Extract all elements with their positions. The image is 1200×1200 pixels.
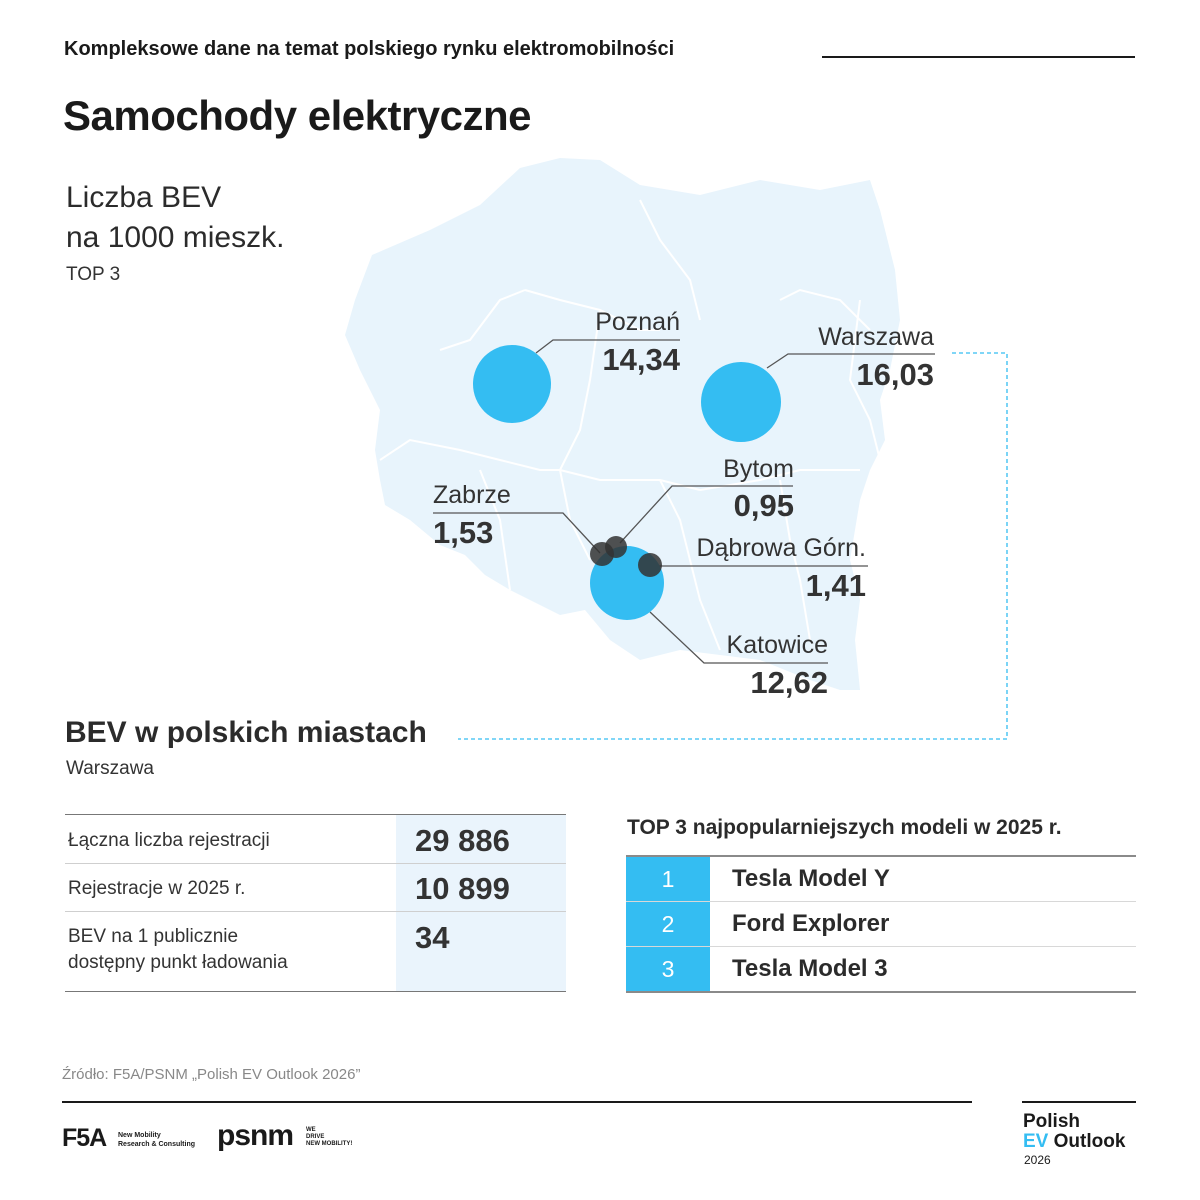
source-note: Źródło: F5A/PSNM „Polish EV Outlook 2026” xyxy=(62,1066,361,1083)
f5a-logo: F5A xyxy=(62,1124,107,1152)
models-title: TOP 3 najpopularniejszych modeli w 2025 r. xyxy=(627,816,1062,839)
model-row xyxy=(626,857,1136,902)
footer-rule xyxy=(62,1101,972,1103)
city-dot-poznan xyxy=(473,345,551,423)
model-rank: 1 xyxy=(626,857,710,901)
city-dot-bytom xyxy=(605,536,627,558)
city-value-dabrowa: 1,41 xyxy=(805,568,866,603)
page-title: Samochody elektryczne xyxy=(63,92,532,139)
stats-label-line1: BEV na 1 publicznie xyxy=(68,926,239,947)
model-name: Ford Explorer xyxy=(732,910,890,937)
bev-section-subtitle: Warszawa xyxy=(66,758,154,779)
psnm-logo: psnm xyxy=(217,1119,294,1152)
model-row xyxy=(626,947,1136,991)
header-title: Kompleksowe dane na temat polskiego rynku elektromobilności xyxy=(64,38,675,60)
stats-label-line2: dostępny punkt ładowania xyxy=(68,952,288,973)
model-rank: 3 xyxy=(626,947,710,991)
models-table xyxy=(626,855,1136,993)
pevo-logo-line2 xyxy=(1023,1131,1125,1153)
model-name: Tesla Model 3 xyxy=(732,955,888,982)
psnm-tagline-line3: NEW MOBILITY! xyxy=(306,1141,353,1147)
stats-value: 10 899 xyxy=(415,871,510,906)
city-value-poznan: 14,34 xyxy=(602,342,680,377)
map-title-line2: na 1000 mieszk. xyxy=(66,221,285,254)
stats-value: 29 886 xyxy=(415,823,510,858)
psnm-tagline-line1: WE xyxy=(306,1127,316,1133)
stats-label xyxy=(68,924,288,976)
city-value-katowice: 12,62 xyxy=(750,665,828,700)
city-name-katowice: Katowice xyxy=(726,631,828,659)
f5a-tagline-line2: Research & Consulting xyxy=(118,1141,196,1148)
stats-table xyxy=(65,814,566,992)
model-rank: 2 xyxy=(626,902,710,946)
model-name: Tesla Model Y xyxy=(732,865,890,892)
map-section-subtitle: TOP 3 xyxy=(66,264,121,285)
city-dot-dabrowa xyxy=(638,553,662,577)
stats-label: Rejestracje w 2025 r. xyxy=(68,878,246,899)
city-value-bytom: 0,95 xyxy=(733,488,794,523)
f5a-tagline-line1: New Mobility xyxy=(118,1132,161,1139)
city-value-warszawa: 16,03 xyxy=(856,357,934,392)
city-name-bytom: Bytom xyxy=(723,455,794,483)
pevo-logo-outlook: Outlook xyxy=(1048,1131,1126,1152)
pevo-logo-line1: Polish xyxy=(1023,1111,1081,1132)
city-dot-warszawa xyxy=(701,362,781,442)
stats-row xyxy=(65,814,566,864)
stats-label: Łączna liczba rejestracji xyxy=(68,830,270,851)
bev-section-title: BEV w polskich miastach xyxy=(65,716,427,749)
f5a-tagline xyxy=(118,1131,208,1149)
map-section-title xyxy=(66,178,284,258)
stats-row xyxy=(65,912,566,992)
model-row xyxy=(626,902,1136,947)
pevo-rule xyxy=(1022,1101,1136,1103)
stats-value: 34 xyxy=(415,920,450,955)
map-title-line1: Liczba BEV xyxy=(66,181,222,214)
pevo-logo-year: 2026 xyxy=(1024,1153,1051,1167)
city-name-zabrze: Zabrze xyxy=(433,481,511,509)
city-value-zabrze: 1,53 xyxy=(433,515,494,550)
city-name-poznan: Poznań xyxy=(595,308,680,336)
psnm-tagline-line2: DRIVE xyxy=(306,1134,325,1140)
city-name-dabrowa: Dąbrowa Górn. xyxy=(696,534,866,562)
psnm-tagline xyxy=(306,1127,366,1148)
pevo-logo-ev: EV xyxy=(1023,1131,1049,1152)
city-name-warszawa: Warszawa xyxy=(818,323,934,351)
stats-row xyxy=(65,864,566,912)
